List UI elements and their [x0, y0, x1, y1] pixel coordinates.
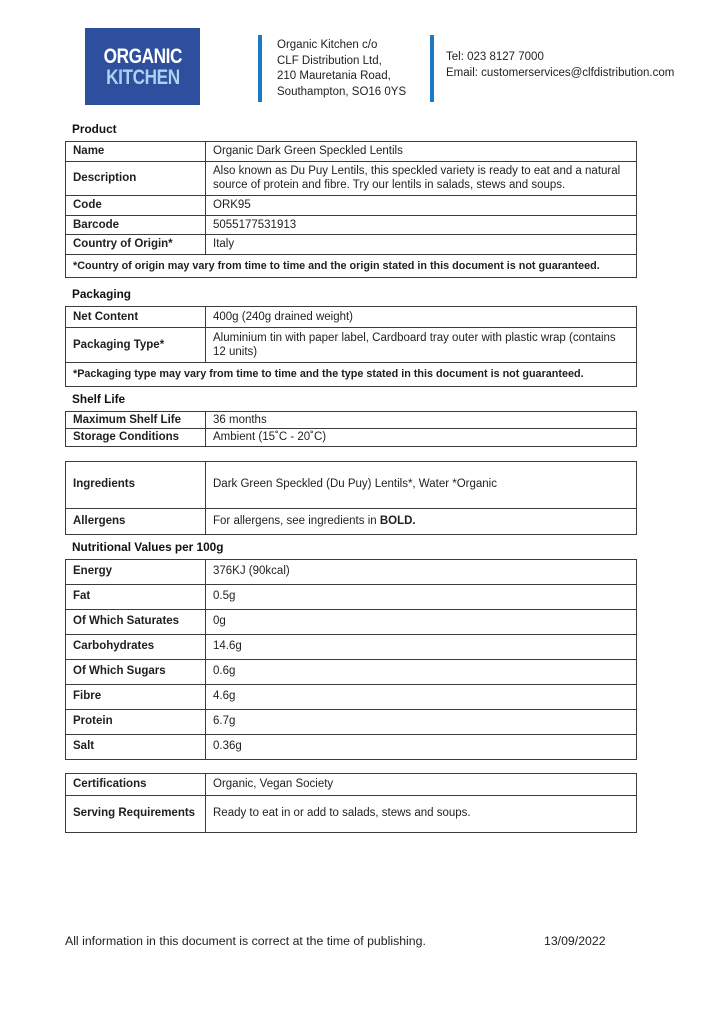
row-label: Salt	[66, 734, 206, 759]
row-label: Maximum Shelf Life	[66, 411, 206, 429]
row-label: Code	[66, 195, 206, 215]
table-note-row	[66, 254, 637, 278]
row-value: 376KJ (90kcal)	[206, 559, 637, 584]
row-label: Country of Origin*	[66, 235, 206, 255]
row-value: Ambient (15˚C - 20˚C)	[206, 429, 637, 447]
row-label: Protein	[66, 709, 206, 734]
document-body	[65, 122, 637, 833]
shelf-life-section-heading: Shelf Life	[72, 391, 126, 406]
allergens-bold-text: BOLD.	[379, 514, 416, 527]
row-value: 6.7g	[206, 709, 637, 734]
table-row	[66, 795, 637, 832]
publish-date: 13/09/2022	[544, 934, 606, 948]
contact-info	[446, 49, 674, 81]
header-divider-right	[430, 35, 434, 102]
row-value: 0g	[206, 609, 637, 634]
row-label: Certifications	[66, 773, 206, 795]
table-row	[66, 461, 637, 508]
table-row	[66, 609, 637, 634]
row-label: Packaging Type*	[66, 328, 206, 363]
section-spacer	[65, 760, 637, 773]
row-value: ORK95	[206, 195, 637, 215]
table-row	[66, 161, 637, 195]
table-row	[66, 235, 637, 255]
certifications-table	[65, 773, 637, 833]
row-value: 0.6g	[206, 659, 637, 684]
table-row	[66, 508, 637, 534]
phone-number: Tel: 023 8127 7000	[446, 51, 544, 63]
table-row	[66, 734, 637, 759]
row-value: Organic Dark Green Speckled Lentils	[206, 142, 637, 162]
logo-text-kitchen: KITCHEN	[105, 65, 180, 89]
row-label: Barcode	[66, 215, 206, 235]
table-row	[66, 709, 637, 734]
row-label: Fibre	[66, 684, 206, 709]
product-table	[65, 141, 637, 278]
company-address	[277, 38, 406, 100]
packaging-type-disclaimer: *Packaging type may vary from time to time and the type stated in this document is not guaranteed.	[66, 363, 637, 387]
allergens-text: For allergens, see ingredients in	[213, 514, 380, 527]
row-value: Also known as Du Puy Lentils, this speckled variety is ready to eat and a natural source of protein and fibre. Try our lentils in salads, stews and soups.	[206, 161, 637, 195]
row-value: 0.5g	[206, 584, 637, 609]
row-label: Of Which Sugars	[66, 659, 206, 684]
row-label: Energy	[66, 559, 206, 584]
nutrition-table	[65, 559, 637, 760]
table-row	[66, 684, 637, 709]
section-spacer	[65, 447, 637, 461]
ingredients-table	[65, 461, 637, 535]
row-label: Allergens	[66, 508, 206, 534]
row-label: Fat	[66, 584, 206, 609]
address-line-1: Organic Kitchen c/o	[277, 39, 378, 51]
table-row	[66, 328, 637, 363]
row-value: Ready to eat in or add to salads, stews and soups.	[206, 795, 637, 832]
table-row	[66, 659, 637, 684]
shelf-life-table	[65, 411, 637, 447]
row-value: Dark Green Speckled (Du Puy) Lentils*, Water *Organic	[206, 461, 637, 508]
nutrition-section-heading: Nutritional Values per 100g	[72, 539, 224, 554]
address-line-3: 210 Mauretania Road,	[277, 70, 391, 82]
row-value: 0.36g	[206, 734, 637, 759]
row-value	[206, 508, 637, 534]
packaging-section-heading: Packaging	[72, 287, 132, 301]
header-divider-left	[258, 35, 262, 102]
row-label: Carbohydrates	[66, 634, 206, 659]
row-value: Italy	[206, 235, 637, 255]
table-row	[66, 634, 637, 659]
row-value: Aluminium tin with paper label, Cardboard tray outer with plastic wrap (contains 12 units)	[206, 328, 637, 363]
table-row	[66, 411, 637, 429]
footer-disclaimer: All information in this document is correct at the time of publishing.	[65, 934, 426, 948]
row-label: Serving Requirements	[66, 795, 206, 832]
table-note-row	[66, 363, 637, 387]
packaging-table	[65, 306, 637, 387]
table-row	[66, 773, 637, 795]
row-label: Net Content	[66, 307, 206, 328]
row-label: Description	[66, 161, 206, 195]
row-label: Storage Conditions	[66, 429, 206, 447]
table-row	[66, 429, 637, 447]
row-label: Of Which Saturates	[66, 609, 206, 634]
table-row	[66, 559, 637, 584]
address-line-4: Southampton, SO16 0YS	[277, 85, 407, 98]
row-value: 14.6g	[206, 634, 637, 659]
row-value: 4.6g	[206, 684, 637, 709]
document-header	[0, 0, 720, 118]
row-value: 400g (240g drained weight)	[206, 307, 637, 328]
row-value: 36 months	[206, 411, 637, 429]
row-value: Organic, Vegan Society	[206, 773, 637, 795]
table-row	[66, 142, 637, 162]
table-row	[66, 195, 637, 215]
table-row	[66, 215, 637, 235]
table-row	[66, 307, 637, 328]
organic-kitchen-logo	[85, 28, 200, 105]
row-value: 5055177531913	[206, 215, 637, 235]
logo-text-organic: ORGANIC	[103, 44, 182, 68]
row-label: Ingredients	[66, 461, 206, 508]
country-origin-disclaimer: *Country of origin may vary from time to time and the origin stated in this document is not guaranteed.	[66, 254, 637, 278]
address-line-2: CLF Distribution Ltd,	[277, 54, 382, 67]
email-address: Email: customerservices@clfdistribution.com	[446, 67, 675, 79]
row-label: Name	[66, 142, 206, 162]
product-section-heading: Product	[72, 122, 117, 136]
document-footer	[65, 934, 637, 948]
table-row	[66, 584, 637, 609]
